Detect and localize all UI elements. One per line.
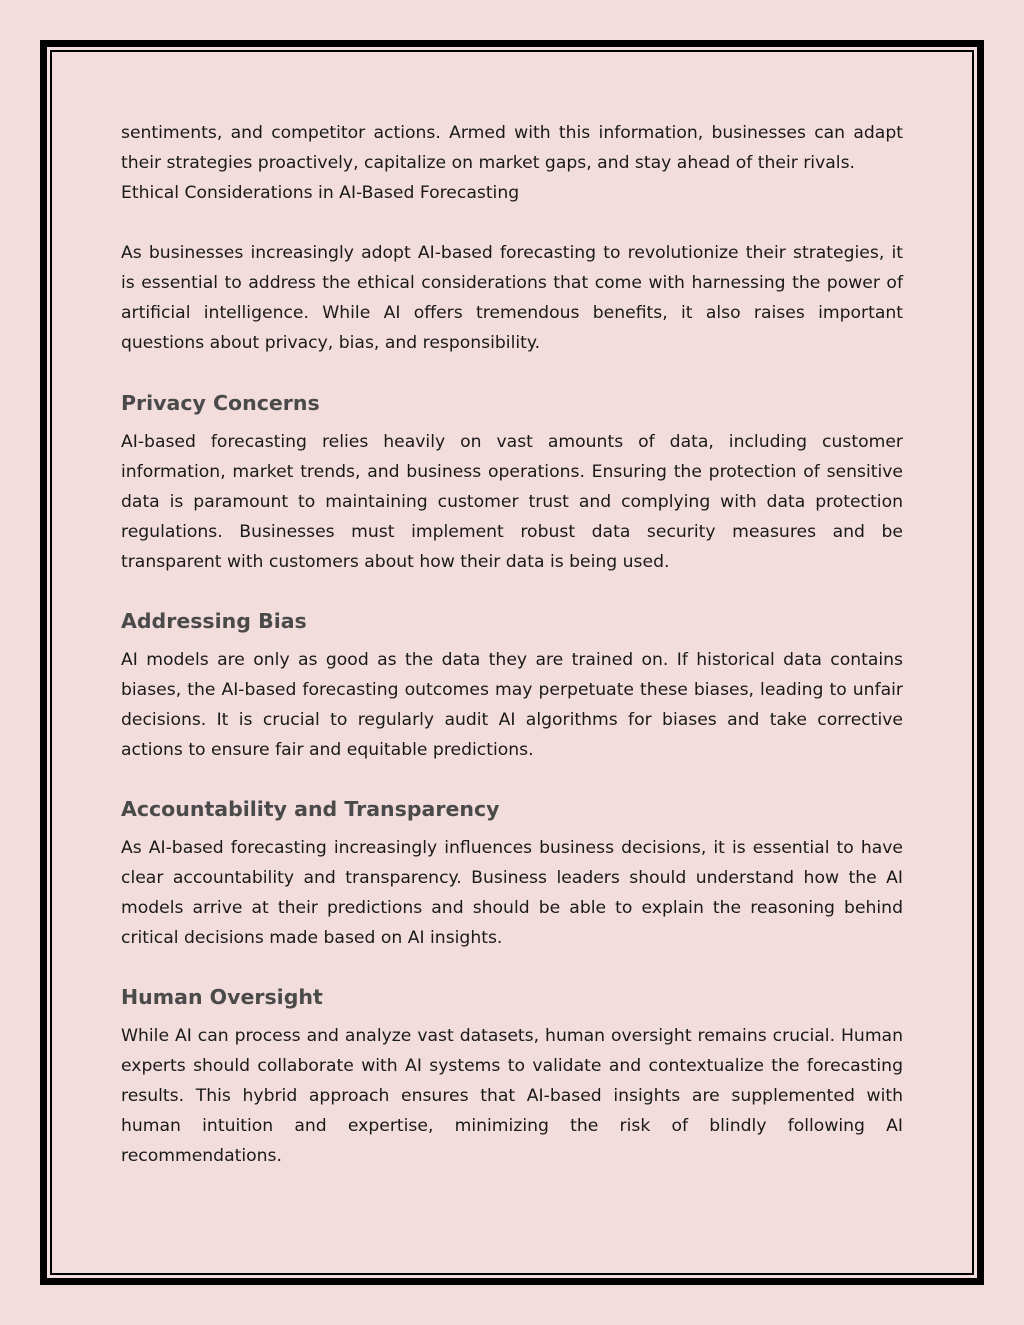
section-body-privacy: AI-based forecasting relies heavily on vast amounts of data, including customer information, market trends, and business operations. Ensuring the protection of sensitive data is paramount to maintaining customer trust and complying with data protection regulations. Businesses must implement robust data security measures and be transparent with customers about how their data is being used. xyxy=(121,432,903,572)
overview-paragraph: As businesses increasingly adopt AI-based forecasting to revolutionize their strategies, it is essential to address the ethical considerations that come with harnessing the power of artificial intelligence. While AI offers tremendous benefits, it also raises important questions about privacy, bias, and responsibility. xyxy=(121,243,903,353)
section-title-bias: Addressing Bias xyxy=(121,609,307,633)
section-title-oversight: Human Oversight xyxy=(121,985,323,1009)
continued-paragraph: sentiments, and competitor actions. Armed with this information, businesses can adapt their strategies proactively, capitalize on market gaps, and stay ahead of their rivals. xyxy=(121,123,903,173)
section-body-accountability: As AI-based forecasting increasingly influences business decisions, it is essential to have clear accountability and transparency. Business leaders should understand how the AI models arrive at their predictions and should be able to explain the reasoning behind critical decisions made based on AI insights. xyxy=(121,838,903,948)
section-title-privacy: Privacy Concerns xyxy=(121,391,320,415)
chapter-heading: Ethical Considerations in AI-Based Forecasting xyxy=(121,183,520,203)
section-body-oversight: While AI can process and analyze vast datasets, human oversight remains crucial. Human experts should collaborate with AI systems to validate and contextualize the forecasting results. This hybrid approach ensures that AI-based insights are supplemented with human intuition and expertise, minimizing the risk of blindly following AI recommendations. xyxy=(121,1026,903,1166)
section-title-accountability: Accountability and Transparency xyxy=(121,797,500,821)
page-content xyxy=(121,118,903,1171)
section-body-bias: AI models are only as good as the data they are trained on. If historical data contains biases, the AI-based forecasting outcomes may perpetuate these biases, leading to unfair decisions. It is crucial to regularly audit AI algorithms for biases and take corrective actions to ensure fair and equitable predictions. xyxy=(121,650,903,760)
